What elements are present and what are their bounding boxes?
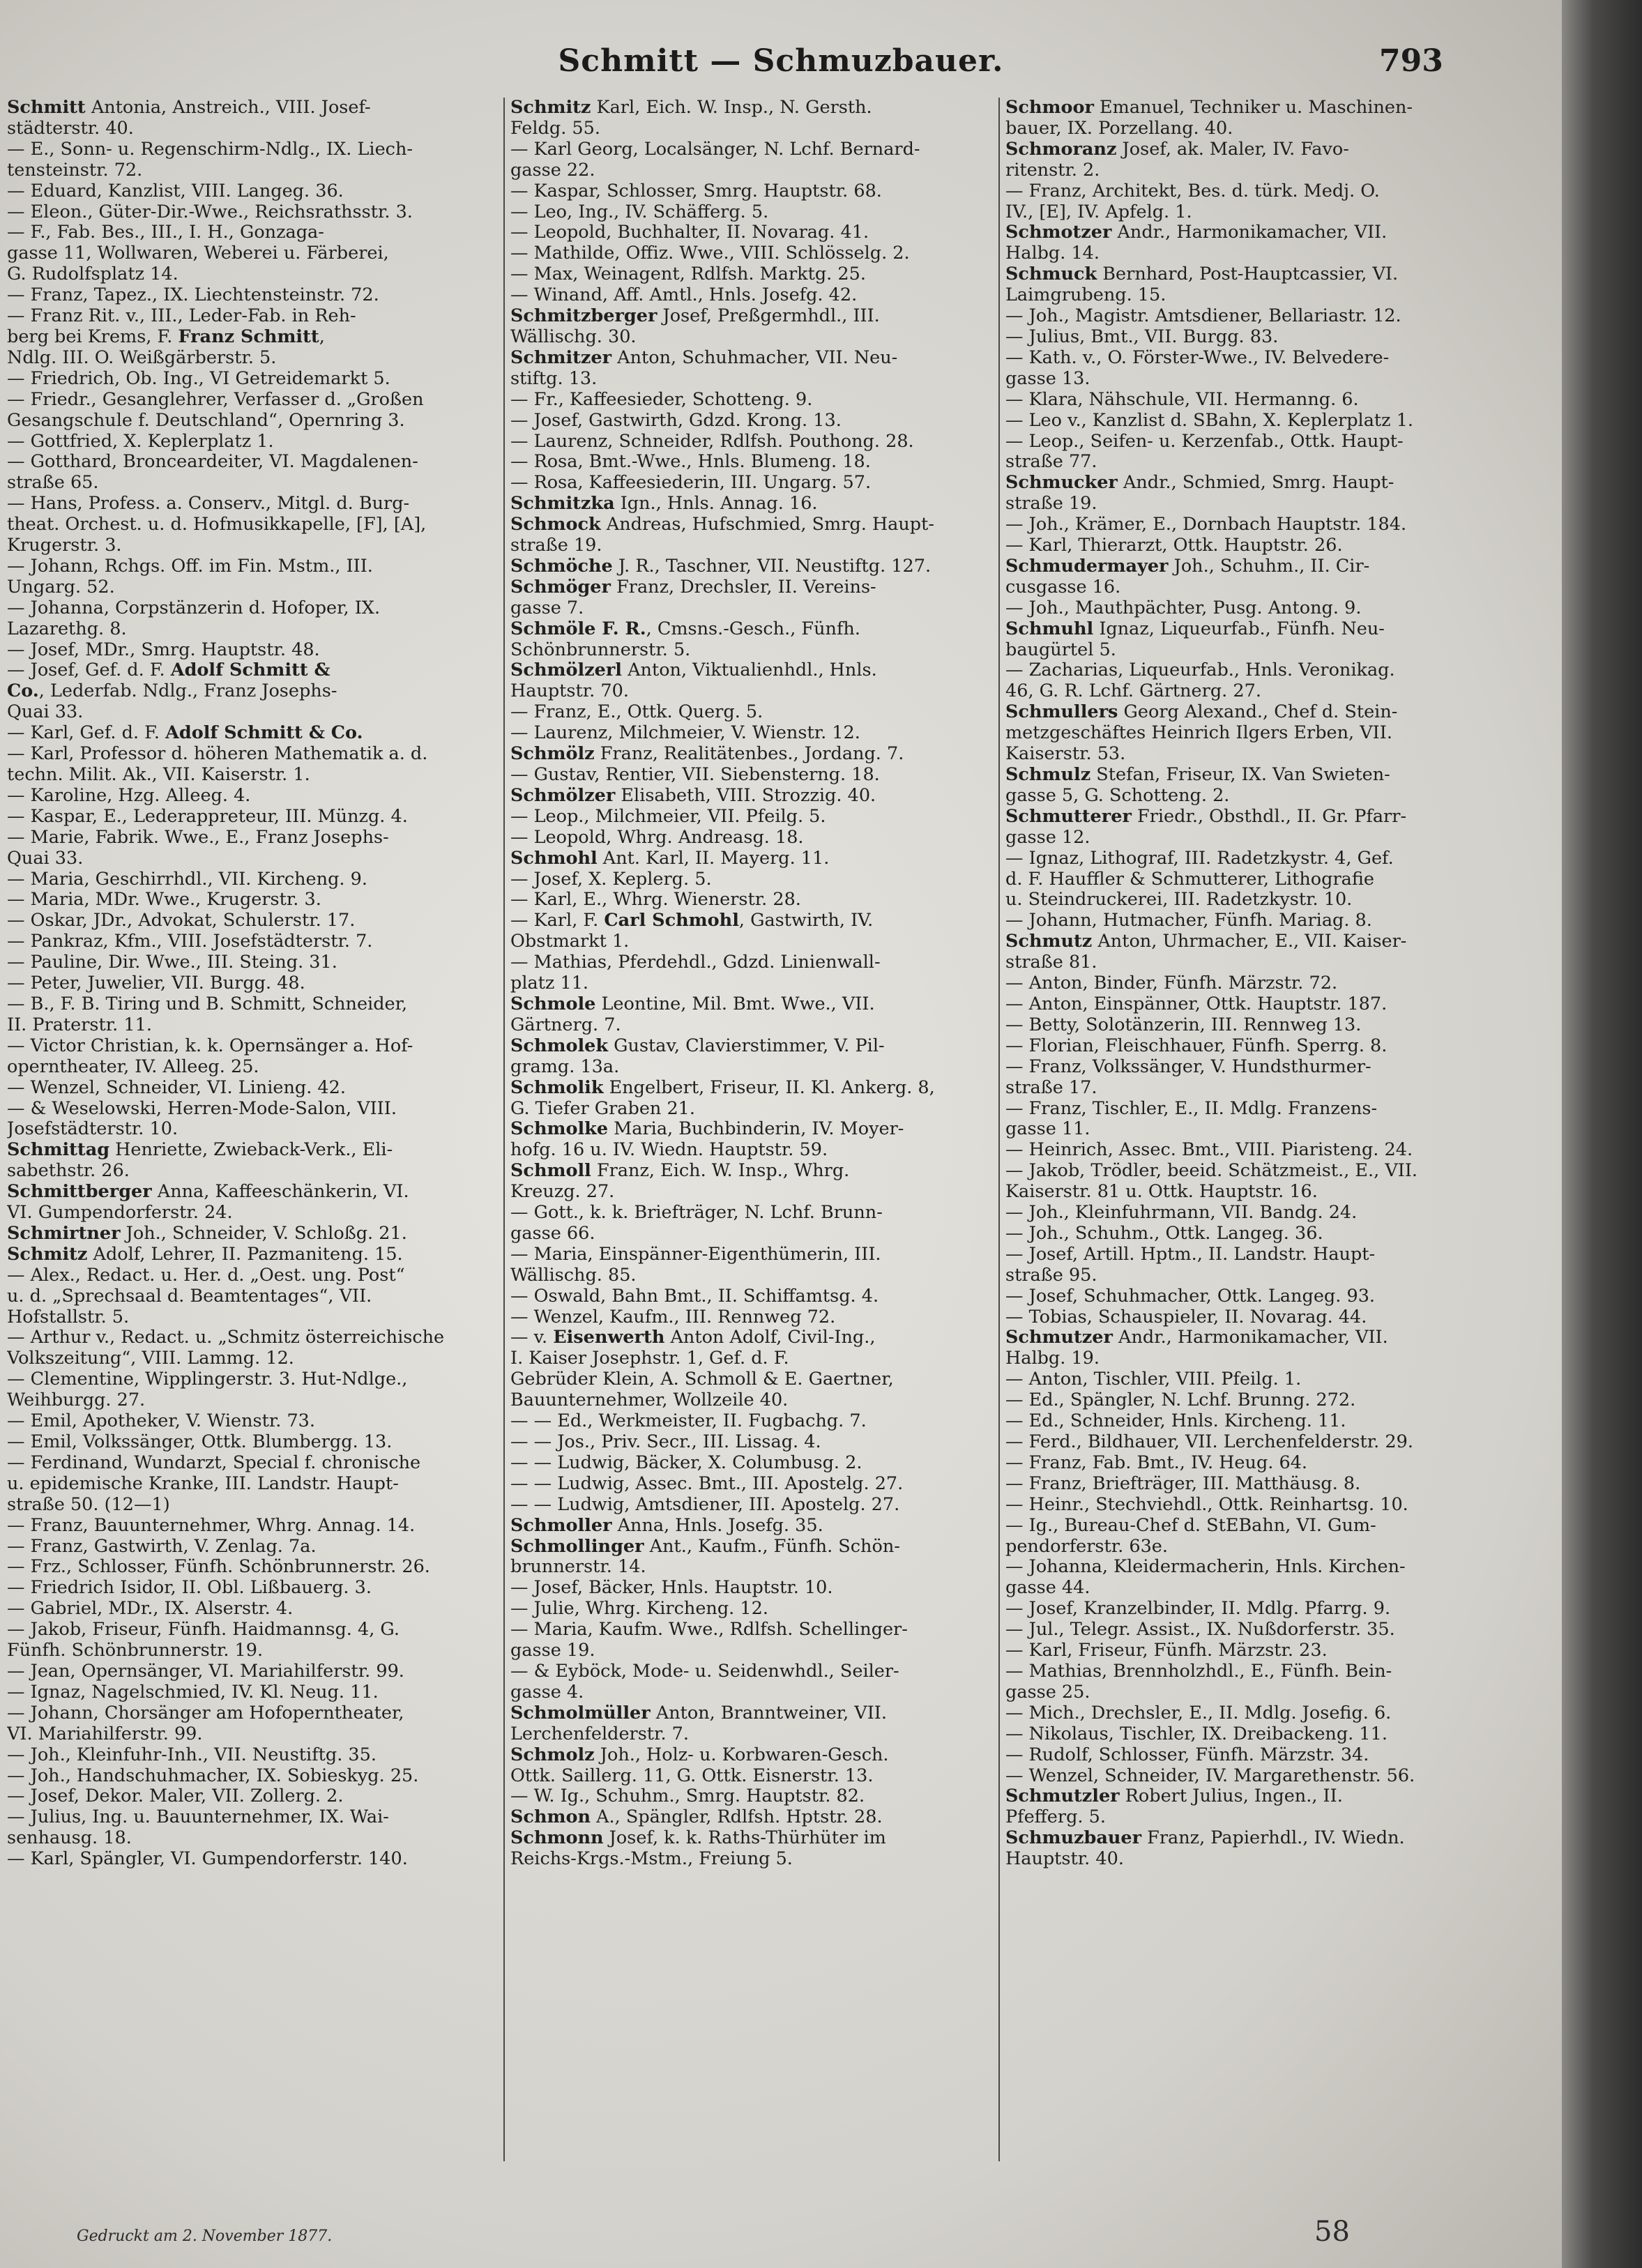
directory-line: Wällischg. 85. bbox=[510, 1265, 637, 1286]
directory-line: stiftg. 13. bbox=[510, 368, 598, 389]
directory-line: — Franz Rit. v., III., Leder-Fab. in Reh- bbox=[7, 306, 356, 327]
directory-line: — Betty, Solotänzerin, III. Rennweg 13. bbox=[1005, 1014, 1362, 1035]
directory-line: Schmulz Stefan, Friseur, IX. Van Swieten- bbox=[1005, 765, 1390, 785]
directory-line: d. F. Hauffler & Schmutterer, Lithografie bbox=[1005, 869, 1374, 890]
directory-line: — Anton, Tischler, VIII. Pfeilg. 1. bbox=[1005, 1369, 1302, 1390]
directory-line: Fünfh. Schönbrunnerstr. 19. bbox=[7, 1641, 264, 1661]
directory-line: — Josef, Schuhmacher, Ottk. Langeg. 93. bbox=[1005, 1286, 1376, 1307]
directory-line: tensteinstr. 72. bbox=[7, 160, 143, 181]
directory-line: — Josef, Artill. Hptm., II. Landstr. Haupt- bbox=[1005, 1244, 1376, 1265]
directory-line: — Eduard, Kanzlist, VIII. Langeg. 36. bbox=[7, 181, 344, 201]
directory-line: — Rosa, Kaffeesiederin, III. Ungarg. 57. bbox=[510, 473, 872, 494]
directory-line: — Pankraz, Kfm., VIII. Josefstädterstr. 7. bbox=[7, 931, 373, 952]
directory-line: gasse 11. bbox=[1005, 1119, 1090, 1140]
directory-line: G. Rudolfsplatz 14. bbox=[7, 264, 178, 285]
directory-line: Gärtnerg. 7. bbox=[510, 1014, 621, 1035]
directory-line: Schmöle F. R., Cmsns.-Gesch., Fünfh. bbox=[510, 618, 860, 639]
directory-line: — Max, Weinagent, Rdlfsh. Marktg. 25. bbox=[510, 264, 866, 285]
directory-line: Halbg. 14. bbox=[1005, 243, 1100, 264]
directory-line: — Mathias, Brennholzhdl., E., Fünfh. Bein- bbox=[1005, 1661, 1392, 1682]
directory-line: — & Eyböck, Mode- u. Seidenwhdl., Seiler- bbox=[510, 1661, 899, 1682]
directory-line: Schmutzler Robert Julius, Ingen., II. bbox=[1005, 1786, 1343, 1807]
directory-line: Obstmarkt 1. bbox=[510, 931, 630, 952]
directory-line: Schmittberger Anna, Kaffeeschänkerin, VI. bbox=[7, 1182, 409, 1203]
directory-line: Schmölz Franz, Realitätenbes., Jordang. 7. bbox=[510, 744, 904, 765]
column-middle bbox=[503, 98, 995, 2161]
directory-line: — Karl, Thierarzt, Ottk. Hauptstr. 26. bbox=[1005, 535, 1343, 556]
directory-line: — Josef, Kranzelbinder, II. Mdlg. Pfarrg. 9. bbox=[1005, 1599, 1391, 1620]
directory-line: — Maria, MDr. Wwe., Krugerstr. 3. bbox=[7, 890, 321, 911]
directory-line: Co., Lederfab. Ndlg., Franz Josephs- bbox=[7, 681, 337, 702]
directory-line: straße 95. bbox=[1005, 1265, 1097, 1286]
directory-line: — Maria, Einspänner-Eigenthümerin, III. bbox=[510, 1244, 881, 1265]
directory-line: gasse 11, Wollwaren, Weberei u. Färberei, bbox=[7, 243, 389, 264]
directory-line: — Wenzel, Schneider, VI. Linieng. 42. bbox=[7, 1077, 346, 1098]
directory-line: gasse 66. bbox=[510, 1223, 595, 1244]
directory-line: — Josef, Dekor. Maler, VII. Zollerg. 2. bbox=[7, 1786, 344, 1807]
directory-line: operntheater, IV. Alleeg. 25. bbox=[7, 1056, 259, 1077]
directory-line: — Mich., Drechsler, E., II. Mdlg. Josefig. 6. bbox=[1005, 1703, 1392, 1723]
directory-line: — Franz, Tapez., IX. Liechtensteinstr. 72. bbox=[7, 285, 379, 306]
directory-line: — Mathilde, Offiz. Wwe., VIII. Schlösselg. 2. bbox=[510, 243, 910, 264]
directory-line: straße 77. bbox=[1005, 452, 1097, 473]
directory-line: — Joh., Magistr. Amtsdiener, Bellariastr. 12. bbox=[1005, 306, 1401, 327]
directory-line: — Franz, Architekt, Bes. d. türk. Medj. O. bbox=[1005, 181, 1380, 201]
directory-line: — Franz, Briefträger, III. Matthäusg. 8. bbox=[1005, 1473, 1361, 1494]
directory-line: theat. Orchest. u. d. Hofmusikkapelle, [F], [A], bbox=[7, 515, 427, 535]
directory-line: — Karl, F. Carl Schmohl, Gastwirth, IV. bbox=[510, 911, 874, 931]
directory-line: — Joh., Kleinfuhr-Inh., VII. Neustiftg. 35. bbox=[7, 1744, 377, 1765]
directory-line: Pfefferg. 5. bbox=[1005, 1807, 1106, 1828]
directory-line: Schmuhl Ignaz, Liqueurfab., Fünfh. Neu- bbox=[1005, 618, 1385, 639]
directory-line: — Oswald, Bahn Bmt., II. Schiffamtsg. 4. bbox=[510, 1286, 879, 1307]
directory-line: straße 50. (12—1) bbox=[7, 1494, 170, 1515]
directory-line: — Karl, Friseur, Fünfh. Märzstr. 23. bbox=[1005, 1641, 1328, 1661]
directory-line: — Karl, Gef. d. F. Adolf Schmitt & Co. bbox=[7, 723, 363, 744]
directory-line: Schmolz Joh., Holz- u. Korbwaren-Gesch. bbox=[510, 1744, 889, 1765]
directory-line: — Klara, Nähschule, VII. Hermanng. 6. bbox=[1005, 389, 1359, 410]
directory-line: — Jakob, Friseur, Fünfh. Haidmannsg. 4, G. bbox=[7, 1620, 400, 1641]
directory-line: — Leop., Milchmeier, VII. Pfeilg. 5. bbox=[510, 806, 826, 827]
directory-line: Schmolik Engelbert, Friseur, II. Kl. Ankerg. 8, bbox=[510, 1077, 935, 1098]
directory-line: Halbg. 19. bbox=[1005, 1348, 1100, 1369]
directory-line: — Laurenz, Milchmeier, V. Wienstr. 12. bbox=[510, 723, 860, 744]
directory-line: — Friedrich Isidor, II. Obl. Lißbauerg. 3. bbox=[7, 1578, 372, 1599]
directory-line: Weihburgg. 27. bbox=[7, 1390, 146, 1411]
directory-line: — Wenzel, Schneider, IV. Margarethenstr. 56. bbox=[1005, 1765, 1415, 1786]
directory-line: — Heinr., Stechviehdl., Ottk. Reinhartsg. 10. bbox=[1005, 1494, 1408, 1515]
directory-line: — Jul., Telegr. Assist., IX. Nußdorferstr. 35. bbox=[1005, 1620, 1395, 1641]
directory-line: pendorferstr. 63e. bbox=[1005, 1536, 1168, 1557]
directory-line: — Emil, Volkssänger, Ottk. Blumbergg. 13. bbox=[7, 1432, 393, 1452]
directory-line: — Winand, Aff. Amtl., Hnls. Josefg. 42. bbox=[510, 285, 858, 306]
directory-line: — Arthur v., Redact. u. „Schmitz österreichische bbox=[7, 1327, 445, 1348]
directory-line: Josefstädterstr. 10. bbox=[7, 1119, 178, 1140]
column-left bbox=[7, 98, 499, 2161]
directory-line: gasse 13. bbox=[1005, 368, 1090, 389]
directory-line: Ungarg. 52. bbox=[7, 577, 115, 598]
directory-line: — Ed., Schneider, Hnls. Kircheng. 11. bbox=[1005, 1411, 1346, 1432]
directory-line: Kaiserstr. 81 u. Ottk. Hauptstr. 16. bbox=[1005, 1182, 1318, 1203]
directory-line: — Fr., Kaffeesieder, Schotteng. 9. bbox=[510, 389, 813, 410]
directory-line: Schmöger Franz, Drechsler, II. Vereins- bbox=[510, 577, 876, 598]
directory-line: straße 81. bbox=[1005, 952, 1097, 973]
directory-line: — Mathias, Pferdehdl., Gdzd. Linienwall- bbox=[510, 952, 881, 973]
directory-line: — Julius, Ing. u. Bauunternehmer, IX. Wai- bbox=[7, 1807, 389, 1828]
directory-line: — Clementine, Wipplingerstr. 3. Hut-Ndlge., bbox=[7, 1369, 408, 1390]
directory-line: Schmolek Gustav, Clavierstimmer, V. Pil- bbox=[510, 1035, 885, 1056]
directory-line: Schmoranz Josef, ak. Maler, IV. Favo- bbox=[1005, 139, 1349, 160]
directory-line: Schmoller Anna, Hnls. Josefg. 35. bbox=[510, 1515, 823, 1536]
directory-line: Wällischg. 30. bbox=[510, 326, 637, 347]
directory-line: Lerchenfelderstr. 7. bbox=[510, 1723, 689, 1744]
directory-line: — Julie, Whrg. Kircheng. 12. bbox=[510, 1599, 768, 1620]
directory-line: — Maria, Geschirrhdl., VII. Kircheng. 9. bbox=[7, 869, 367, 890]
directory-line: gasse 4. bbox=[510, 1682, 584, 1703]
directory-line: VI. Mariahilferstr. 99. bbox=[7, 1723, 203, 1744]
sheet-number: 58 bbox=[1314, 2216, 1350, 2248]
directory-line: sabethstr. 26. bbox=[7, 1161, 130, 1182]
column-right bbox=[998, 98, 1551, 2161]
directory-line: — Marie, Fabrik. Wwe., E., Franz Josephs- bbox=[7, 827, 389, 848]
directory-line: — Anton, Einspänner, Ottk. Hauptstr. 187. bbox=[1005, 994, 1388, 1014]
directory-line: Quai 33. bbox=[7, 702, 84, 723]
directory-line: u. Steindruckerei, III. Radetzkystr. 10. bbox=[1005, 890, 1353, 911]
directory-line: Schmölzerl Anton, Viktualienhdl., Hnls. bbox=[510, 660, 877, 681]
directory-line: — Ferd., Bildhauer, VII. Lerchenfelderstr. 29. bbox=[1005, 1432, 1413, 1452]
directory-line: — — Jos., Priv. Secr., III. Lissag. 4. bbox=[510, 1432, 821, 1452]
directory-line: — Friedr., Gesanglehrer, Verfasser d. „Großen bbox=[7, 389, 424, 410]
directory-line: Reichs-Krgs.-Mstm., Freiung 5. bbox=[510, 1849, 793, 1870]
directory-line: — B., F. B. Tiring und B. Schmitt, Schneider, bbox=[7, 994, 408, 1014]
directory-line: VI. Gumpendorferstr. 24. bbox=[7, 1203, 233, 1224]
directory-line: — & Weselowski, Herren-Mode-Salon, VIII. bbox=[7, 1098, 397, 1119]
directory-line: Schmock Andreas, Hufschmied, Smrg. Haupt- bbox=[510, 515, 934, 535]
directory-line: — Gustav, Rentier, VII. Siebensterng. 18. bbox=[510, 765, 880, 785]
directory-line: gasse 22. bbox=[510, 160, 595, 181]
directory-line: — Leopold, Buchhalter, II. Novarag. 41. bbox=[510, 222, 869, 243]
directory-line: Gebrüder Klein, A. Schmoll & E. Gaertner, bbox=[510, 1369, 894, 1390]
directory-line: Kaiserstr. 53. bbox=[1005, 744, 1126, 765]
directory-line: Gesangschule f. Deutschland“, Opernring 3. bbox=[7, 410, 405, 431]
directory-line: — Franz, Gastwirth, V. Zenlag. 7a. bbox=[7, 1536, 317, 1557]
directory-line: — Pauline, Dir. Wwe., III. Steing. 31. bbox=[7, 952, 337, 973]
directory-line: Krugerstr. 3. bbox=[7, 535, 122, 556]
directory-line: Schmitz Karl, Eich. W. Insp., N. Gersth. bbox=[510, 98, 872, 118]
directory-line: gasse 7. bbox=[510, 598, 584, 618]
directory-line: Lazarethg. 8. bbox=[7, 618, 127, 639]
directory-line: — Heinrich, Assec. Bmt., VIII. Piaristeng. 24. bbox=[1005, 1140, 1413, 1161]
directory-line: Bauunternehmer, Wollzeile 40. bbox=[510, 1390, 789, 1411]
directory-line: Schmöche J. R., Taschner, VII. Neustiftg. 127. bbox=[510, 556, 932, 577]
directory-line: G. Tiefer Graben 21. bbox=[510, 1098, 696, 1119]
directory-line: II. Praterstr. 11. bbox=[7, 1014, 152, 1035]
directory-line: — E., Sonn- u. Regenschirm-Ndlg., IX. Liech- bbox=[7, 139, 413, 160]
directory-line: — Franz, Tischler, E., II. Mdlg. Franzens- bbox=[1005, 1098, 1378, 1119]
directory-line: — Florian, Fleischhauer, Fünfh. Sperrg. 8. bbox=[1005, 1035, 1388, 1056]
directory-line: Schmullers Georg Alexand., Chef d. Stein- bbox=[1005, 702, 1398, 723]
directory-line: baugürtel 5. bbox=[1005, 639, 1116, 660]
directory-line: — Emil, Apotheker, V. Wienstr. 73. bbox=[7, 1411, 316, 1432]
directory-line: — Nikolaus, Tischler, IX. Dreibackeng. 11. bbox=[1005, 1723, 1388, 1744]
directory-line: — Joh., Schuhm., Ottk. Langeg. 36. bbox=[1005, 1223, 1323, 1244]
directory-line: brunnerstr. 14. bbox=[510, 1557, 646, 1578]
directory-line: techn. Milit. Ak., VII. Kaiserstr. 1. bbox=[7, 765, 310, 785]
directory-line: berg bei Krems, F. Franz Schmitt, bbox=[7, 326, 325, 347]
directory-line: gasse 19. bbox=[510, 1641, 595, 1661]
directory-line: Schmutterer Friedr., Obsthdl., II. Gr. Pfarr- bbox=[1005, 806, 1407, 827]
directory-line: — Joh., Handschuhmacher, IX. Sobieskyg. 25. bbox=[7, 1765, 419, 1786]
directory-line: gasse 5, G. Schotteng. 2. bbox=[1005, 785, 1230, 806]
directory-line: Kreuzg. 27. bbox=[510, 1182, 615, 1203]
directory-line: hofg. 16 u. IV. Wiedn. Hauptstr. 59. bbox=[510, 1140, 828, 1161]
directory-line: — F., Fab. Bes., III., I. H., Gonzaga- bbox=[7, 222, 324, 243]
directory-line: straße 19. bbox=[1005, 494, 1097, 515]
directory-line: — Josef, MDr., Smrg. Hauptstr. 48. bbox=[7, 639, 320, 660]
directory-line: — Gotthard, Bronceardeiter, VI. Magdalenen- bbox=[7, 452, 418, 473]
directory-line: Schmittag Henriette, Zwieback-Verk., Eli- bbox=[7, 1140, 393, 1161]
directory-line: u. d. „Sprechsaal d. Beamtentages“, VII. bbox=[7, 1286, 372, 1307]
directory-line: Hauptstr. 70. bbox=[510, 681, 629, 702]
directory-line: — Johann, Hutmacher, Fünfh. Mariag. 8. bbox=[1005, 911, 1372, 931]
directory-line: Schmoll Franz, Eich. W. Insp., Whrg. bbox=[510, 1161, 850, 1182]
directory-columns bbox=[7, 98, 1551, 2161]
directory-line: Quai 33. bbox=[7, 848, 84, 869]
directory-line: — Joh., Krämer, E., Dornbach Hauptstr. 184. bbox=[1005, 515, 1407, 535]
directory-line: I. Kaiser Josephstr. 1, Gef. d. F. bbox=[510, 1348, 789, 1369]
page-number: 793 bbox=[1379, 43, 1443, 79]
directory-line: Schmudermayer Joh., Schuhm., II. Cir- bbox=[1005, 556, 1370, 577]
directory-line: Hauptstr. 40. bbox=[1005, 1849, 1124, 1870]
directory-line: — Rudolf, Schlosser, Fünfh. Märzstr. 34. bbox=[1005, 1744, 1369, 1765]
directory-line: — Karl, Professor d. höheren Mathematik a. d. bbox=[7, 744, 428, 765]
directory-line: — Josef, Gastwirth, Gdzd. Krong. 13. bbox=[510, 410, 842, 431]
directory-line: — Karl Georg, Localsänger, N. Lchf. Bernard- bbox=[510, 139, 920, 160]
directory-line: metzgeschäftes Heinrich Ilgers Erben, VII. bbox=[1005, 723, 1392, 744]
directory-line: — Franz, Fab. Bmt., IV. Heug. 64. bbox=[1005, 1452, 1308, 1473]
directory-line: — Johann, Rchgs. Off. im Fin. Mstm., III. bbox=[7, 556, 373, 577]
directory-line: platz 11. bbox=[510, 973, 589, 994]
directory-line: Schmitt Antonia, Anstreich., VIII. Josef- bbox=[7, 98, 371, 118]
directory-line: — Hans, Profess. a. Conserv., Mitgl. d. Burg- bbox=[7, 494, 410, 515]
directory-line: Schmirtner Joh., Schneider, V. Schloßg. 21. bbox=[7, 1223, 407, 1244]
directory-line: Schmuck Bernhard, Post-Hauptcassier, VI. bbox=[1005, 264, 1399, 285]
directory-line: bauer, IX. Porzellang. 40. bbox=[1005, 118, 1233, 139]
directory-line: — Franz, Bauunternehmer, Whrg. Annag. 14. bbox=[7, 1515, 416, 1536]
directory-line: — Leo, Ing., IV. Schäfferg. 5. bbox=[510, 201, 769, 222]
directory-line: Schmitzka Ign., Hnls. Annag. 16. bbox=[510, 494, 818, 515]
book-edge bbox=[1562, 0, 1642, 2268]
directory-line: — — Ludwig, Bäcker, X. Columbusg. 2. bbox=[510, 1452, 862, 1473]
directory-line: gramg. 13a. bbox=[510, 1056, 620, 1077]
directory-line: Schmonn Josef, k. k. Raths-Thürhüter im bbox=[510, 1828, 886, 1849]
directory-line: Ottk. Saillerg. 11, G. Ottk. Eisnerstr. 13. bbox=[510, 1765, 874, 1786]
directory-line: — Anton, Binder, Fünfh. Märzstr. 72. bbox=[1005, 973, 1338, 994]
directory-line: — Jean, Opernsänger, VI. Mariahilferstr. 99. bbox=[7, 1661, 404, 1682]
directory-line: Laimgrubeng. 15. bbox=[1005, 285, 1166, 306]
directory-line: IV., [E], IV. Apfelg. 1. bbox=[1005, 201, 1192, 222]
directory-line: u. epidemische Kranke, III. Landstr. Haupt- bbox=[7, 1473, 399, 1494]
directory-line: — W. Ig., Schuhm., Smrg. Hauptstr. 82. bbox=[510, 1786, 865, 1807]
directory-line: Feldg. 55. bbox=[510, 118, 600, 139]
directory-line: cusgasse 16. bbox=[1005, 577, 1121, 598]
directory-line: — Jakob, Trödler, beeid. Schätzmeist., E., VII. bbox=[1005, 1161, 1418, 1182]
page-title: Schmitt — Schmuzbauer. bbox=[558, 43, 1004, 79]
directory-line: — Victor Christian, k. k. Opernsänger a. Hof- bbox=[7, 1035, 413, 1056]
directory-line: Schmutzer Andr., Harmonikamacher, VII. bbox=[1005, 1327, 1388, 1348]
directory-line: — Johanna, Corpstänzerin d. Hofoper, IX. bbox=[7, 598, 381, 618]
directory-line: — Joh., Mauthpächter, Pusg. Antong. 9. bbox=[1005, 598, 1362, 618]
directory-line: Schmitzberger Josef, Preßgermhdl., III. bbox=[510, 306, 880, 327]
directory-line: Schmole Leontine, Mil. Bmt. Wwe., VII. bbox=[510, 994, 875, 1014]
directory-line: straße 19. bbox=[510, 535, 602, 556]
directory-line: Schmölzer Elisabeth, VIII. Strozzig. 40. bbox=[510, 785, 876, 806]
directory-line: Ndlg. III. O. Weißgärberstr. 5. bbox=[7, 347, 277, 368]
directory-line: Schmitzer Anton, Schuhmacher, VII. Neu- bbox=[510, 347, 898, 368]
directory-line: — Gott., k. k. Briefträger, N. Lchf. Brunn- bbox=[510, 1203, 883, 1224]
directory-line: Volkszeitung“, VIII. Lammg. 12. bbox=[7, 1348, 294, 1369]
directory-line: — Ignaz, Lithograf, III. Radetzkystr. 4, Gef. bbox=[1005, 848, 1394, 869]
directory-line: — Rosa, Bmt.-Wwe., Hnls. Blumeng. 18. bbox=[510, 452, 871, 473]
directory-line: Hofstallstr. 5. bbox=[7, 1307, 130, 1327]
directory-line: — Franz, Volkssänger, V. Hundsthurmer- bbox=[1005, 1056, 1371, 1077]
directory-line: — Alex., Redact. u. Her. d. „Oest. ung. Post“ bbox=[7, 1265, 405, 1286]
directory-line: Schmitz Adolf, Lehrer, II. Pazmaniteng. 15. bbox=[7, 1244, 403, 1265]
directory-line: — Johann, Chorsänger am Hofoperntheater, bbox=[7, 1703, 404, 1723]
directory-line: — Kaspar, E., Lederappreteur, III. Münzg. 4. bbox=[7, 806, 408, 827]
directory-line: — Maria, Kaufm. Wwe., Rdlfsh. Schellinger- bbox=[510, 1620, 908, 1641]
directory-line: — Leo v., Kanzlist d. SBahn, X. Keplerplatz 1. bbox=[1005, 410, 1414, 431]
directory-line: — Joh., Kleinfuhrmann, VII. Bandg. 24. bbox=[1005, 1203, 1358, 1224]
directory-line: — Wenzel, Kaufm., III. Rennweg 72. bbox=[510, 1307, 836, 1327]
directory-line: gasse 25. bbox=[1005, 1682, 1090, 1703]
directory-line: — — Ludwig, Amtsdiener, III. Apostelg. 27. bbox=[510, 1494, 900, 1515]
directory-line: Schmollinger Ant., Kaufm., Fünfh. Schön- bbox=[510, 1536, 900, 1557]
directory-line: straße 65. bbox=[7, 473, 99, 494]
directory-line: Schmuzbauer Franz, Papierhdl., IV. Wiedn. bbox=[1005, 1828, 1405, 1849]
directory-line: — Zacharias, Liqueurfab., Hnls. Veronikag. bbox=[1005, 660, 1395, 681]
directory-line: — Kaspar, Schlosser, Smrg. Hauptstr. 68. bbox=[510, 181, 882, 201]
directory-line: — Ignaz, Nagelschmied, IV. Kl. Neug. 11. bbox=[7, 1682, 379, 1703]
directory-line: Schmolmüller Anton, Branntweiner, VII. bbox=[510, 1703, 887, 1723]
directory-line: — Karl, E., Whrg. Wienerstr. 28. bbox=[510, 890, 801, 911]
directory-line: — Laurenz, Schneider, Rdlfsh. Pouthong. 28. bbox=[510, 431, 914, 452]
directory-line: — Franz, E., Ottk. Querg. 5. bbox=[510, 702, 763, 723]
directory-line: senhausg. 18. bbox=[7, 1828, 132, 1849]
directory-line: — Karoline, Hzg. Alleeg. 4. bbox=[7, 785, 251, 806]
directory-line: — Leopold, Whrg. Andreasg. 18. bbox=[510, 827, 804, 848]
directory-line: — Ed., Spängler, N. Lchf. Brunng. 272. bbox=[1005, 1390, 1356, 1411]
directory-line: — Gottfried, X. Keplerplatz 1. bbox=[7, 431, 274, 452]
directory-line: — Friedrich, Ob. Ing., VI Getreidemarkt 5. bbox=[7, 368, 390, 389]
directory-line: straße 17. bbox=[1005, 1077, 1097, 1098]
directory-line: 46, G. R. Lchf. Gärtnerg. 27. bbox=[1005, 681, 1261, 702]
directory-line: — Josef, Bäcker, Hnls. Hauptstr. 10. bbox=[510, 1578, 833, 1599]
directory-line: — Johanna, Kleidermacherin, Hnls. Kirchen- bbox=[1005, 1557, 1406, 1578]
directory-line: Schmon A., Spängler, Rdlfsh. Hptstr. 28. bbox=[510, 1807, 883, 1828]
directory-line: ritenstr. 2. bbox=[1005, 160, 1100, 181]
directory-line: — Ig., Bureau-Chef d. StEBahn, VI. Gum- bbox=[1005, 1515, 1376, 1536]
directory-line: Schmohl Ant. Karl, II. Mayerg. 11. bbox=[510, 848, 830, 869]
directory-line: — Frz., Schlosser, Fünfh. Schönbrunnerstr. 26. bbox=[7, 1557, 430, 1578]
directory-line: — Tobias, Schauspieler, II. Novarag. 44. bbox=[1005, 1307, 1367, 1327]
directory-line: Schmolke Maria, Buchbinderin, IV. Moyer- bbox=[510, 1119, 904, 1140]
directory-line: Schmoor Emanuel, Techniker u. Maschinen- bbox=[1005, 98, 1413, 118]
directory-line: — Kath. v., O. Förster-Wwe., IV. Belvedere- bbox=[1005, 347, 1390, 368]
directory-line: — Peter, Juwelier, VII. Burgg. 48. bbox=[7, 973, 305, 994]
directory-line: städterstr. 40. bbox=[7, 118, 134, 139]
directory-line: — Eleon., Güter-Dir.-Wwe., Reichsrathsstr. 3. bbox=[7, 201, 413, 222]
directory-line: — Gabriel, MDr., IX. Alserstr. 4. bbox=[7, 1599, 294, 1620]
directory-line: Schmucker Andr., Schmied, Smrg. Haupt- bbox=[1005, 473, 1394, 494]
directory-line: — — Ed., Werkmeister, II. Fugbachg. 7. bbox=[510, 1411, 867, 1432]
directory-line: — Karl, Spängler, VI. Gumpendorferstr. 140. bbox=[7, 1849, 408, 1870]
directory-line: — Josef, Gef. d. F. Adolf Schmitt & bbox=[7, 660, 330, 681]
print-date: Gedruckt am 2. November 1877. bbox=[77, 2228, 333, 2245]
directory-line: gasse 12. bbox=[1005, 827, 1090, 848]
directory-line: Schönbrunnerstr. 5. bbox=[510, 639, 691, 660]
directory-line: — Julius, Bmt., VII. Burgg. 83. bbox=[1005, 326, 1279, 347]
directory-line: Schmotzer Andr., Harmonikamacher, VII. bbox=[1005, 222, 1388, 243]
directory-line: — Josef, X. Keplerg. 5. bbox=[510, 869, 712, 890]
directory-line: — — Ludwig, Assec. Bmt., III. Apostelg. 27. bbox=[510, 1473, 904, 1494]
directory-line: gasse 44. bbox=[1005, 1578, 1090, 1599]
directory-line: — Leop., Seifen- u. Kerzenfab., Ottk. Haupt- bbox=[1005, 431, 1404, 452]
directory-line: — v. Eisenwerth Anton Adolf, Civil-Ing., bbox=[510, 1327, 876, 1348]
directory-line: Schmutz Anton, Uhrmacher, E., VII. Kaiser- bbox=[1005, 931, 1407, 952]
directory-line: — Oskar, JDr., Advokat, Schulerstr. 17. bbox=[7, 911, 356, 931]
directory-line: — Ferdinand, Wundarzt, Special f. chronische bbox=[7, 1452, 421, 1473]
